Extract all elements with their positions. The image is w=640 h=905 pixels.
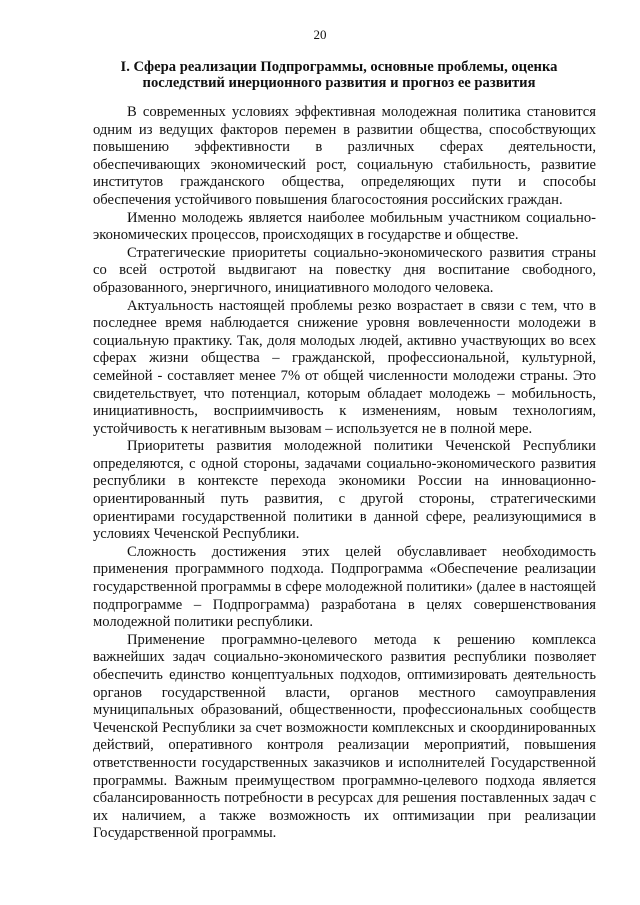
paragraph-5: Приоритеты развития молодежной политики Чеченской Республики определяются, с одной стороны, задачами социально-экономического развития республики в контексте перехода экономики России на инновационно-ориентированный путь развития, с другой стороны, стратегическими ориентирами государственной политики в данной сфере, реализующимися в условиях Чеченской Республики. — [93, 438, 596, 543]
paragraph-2: Именно молодежь является наиболее мобильным участником социально-экономических процессов, происходящих в государстве и обществе. — [93, 209, 596, 244]
paragraph-7: Применение программно-целевого метода к решению комплекса важнейших задач социально-экономического развития республики позволяет обеспечить единство концептуальных подходов, оптимизировать деятельность органов государственной власти, органов местного самоуправления муниципальных образований, общественности, профессиональных сообществ Чеченской Республики за счет возможности комплексных и скоординированных действий, оперативного контроля реализации мероприятий, повышения ответственности государственных заказчиков и исполнителей Государственной программы. Важным преимуществом программно-целевого подхода является сбалансированность потребности в ресурсах для решения поставленных задач с их наличием, а также возможность их оптимизации при реализации Государственной программы. — [93, 631, 596, 842]
paragraph-1: В современных условиях эффективная молодежная политика становится одним из ведущих факторов перемен в развитии общества, способствующих повышению эффективности в различных сферах деятельности, обеспечивающих экономический рост, социальную стабильность, развитие институтов гражданского общества, определяющих пути и способы обеспечения устойчивого повышения благосостояния российских граждан. — [93, 104, 596, 208]
page-number: 20 — [313, 27, 327, 42]
paragraph-4: Актуальность настоящей проблемы резко возрастает в связи с тем, что в последнее время наблюдается снижение уровня вовлеченности молодежи в социальную практику. Так, доля молодых людей, активно участвующих во всех сферах жизни общества – гражданской, профессиональной, культурной, семейной - составляет менее 7% от общей численности молодежи страны. Это свидетельствует, что потенциал, которым обладает молодежь – мобильность, инициативность, восприимчивость к изменениям, новым технологиям, устойчивость к негативным вызовам – используется не в полной мере. — [93, 297, 596, 437]
paragraph-3: Стратегические приоритеты социально-экономического развития страны со всей остротой выдвигают на повестку дня воспитание свободного, образованного, энергичного, инициативного молодого человека. — [93, 244, 596, 296]
section-heading: I. Сфера реализации Подпрограммы, основные проблемы, оценка последствий инерционного развития и прогноз ее развития — [120, 59, 558, 91]
paragraph-6: Сложность достижения этих целей обуславливает необходимость применения программного подхода. Подпрограмма «Обеспечение реализации государственной программы в сфере молодежной политики» (далее в настоящей подпрограмме – Подпрограмма) разработана в целях совершенствования молодежной политики республики. — [93, 543, 596, 631]
body-text — [93, 104, 596, 843]
